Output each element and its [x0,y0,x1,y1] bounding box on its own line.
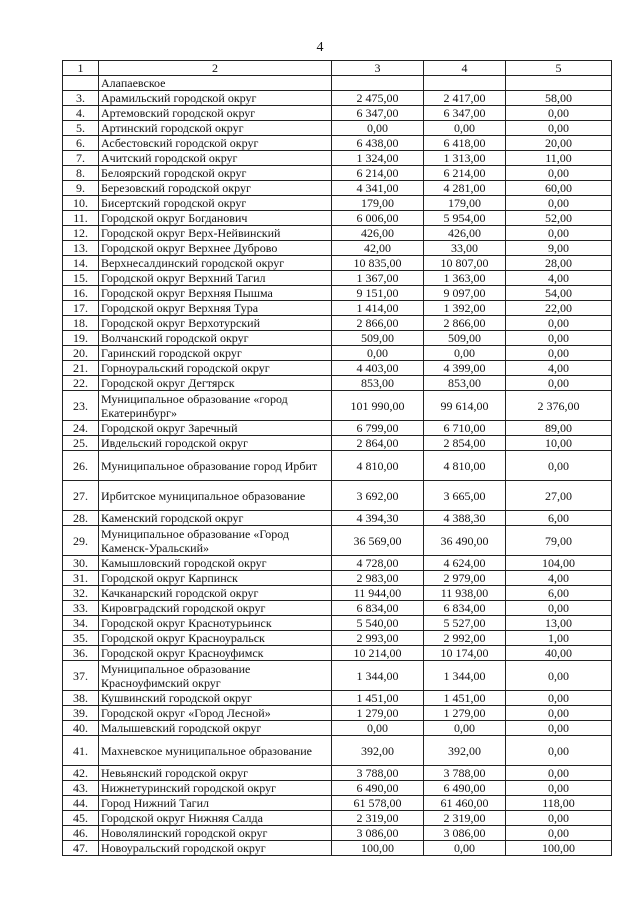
municipality-name: Качканарский городской округ [99,586,332,601]
municipality-name: Городской округ «Город Лесной» [99,706,332,721]
table-row [63,421,612,436]
value-col5: 0,00 [506,826,612,841]
municipality-name: Городской округ Верх-Нейвинский [99,226,332,241]
municipality-name: Городской округ Красноуральск [99,631,332,646]
value-col3: 0,00 [332,121,424,136]
table-header-row [63,61,612,76]
value-col3: 2 864,00 [332,436,424,451]
table-row [63,106,612,121]
value-col4: 2 854,00 [424,436,506,451]
table-row [63,256,612,271]
value-col4: 4 281,00 [424,181,506,196]
value-col4: 3 788,00 [424,766,506,781]
value-col4: 853,00 [424,376,506,391]
value-col4: 509,00 [424,331,506,346]
municipality-name: Камышловский городской округ [99,556,332,571]
table-row [63,721,612,736]
value-col3: 6 799,00 [332,421,424,436]
value-col5: 0,00 [506,766,612,781]
value-col5: 0,00 [506,781,612,796]
value-col3: 10 835,00 [332,256,424,271]
municipality-name: Каменский городской округ [99,511,332,526]
row-number: 13. [63,241,99,256]
table-row [63,181,612,196]
value-col5: 11,00 [506,151,612,166]
table-row [63,166,612,181]
municipality-name: Новолялинский городской округ [99,826,332,841]
value-col5: 4,00 [506,271,612,286]
value-col3: 6 347,00 [332,106,424,121]
value-col4: 4 624,00 [424,556,506,571]
row-number: 9. [63,181,99,196]
value-col4: 6 834,00 [424,601,506,616]
value-col3: 1 367,00 [332,271,424,286]
value-col4: 179,00 [424,196,506,211]
table-row [63,226,612,241]
row-number: 34. [63,616,99,631]
municipality-name: Муниципальное образование Красноуфимский округ [99,661,332,691]
table-row [63,706,612,721]
value-col4: 2 992,00 [424,631,506,646]
row-number: 41. [63,736,99,766]
row-number: 11. [63,211,99,226]
value-col5: 104,00 [506,556,612,571]
value-col3: 1 279,00 [332,706,424,721]
row-number: 44. [63,796,99,811]
row-number: 4. [63,106,99,121]
row-number: 31. [63,571,99,586]
value-col3: 5 540,00 [332,616,424,631]
table-row [63,601,612,616]
row-number: 30. [63,556,99,571]
table-row [63,766,612,781]
table-row [63,76,612,91]
value-col5: 79,00 [506,526,612,556]
value-col5: 6,00 [506,511,612,526]
row-number: 47. [63,841,99,856]
value-col5: 0,00 [506,811,612,826]
table-row [63,481,612,511]
value-col4: 1 363,00 [424,271,506,286]
value-col3: 6 214,00 [332,166,424,181]
value-col5: 4,00 [506,571,612,586]
value-col5: 0,00 [506,121,612,136]
value-col4: 6 214,00 [424,166,506,181]
table-row [63,631,612,646]
table-row [63,736,612,766]
municipality-name: Арамильский городской округ [99,91,332,106]
municipality-name: Горноуральский городской округ [99,361,332,376]
municipality-name: Асбестовский городской округ [99,136,332,151]
table-row [63,781,612,796]
value-col3: 9 151,00 [332,286,424,301]
municipality-name: Городской округ Верхняя Пышма [99,286,332,301]
value-col3: 2 983,00 [332,571,424,586]
value-col4: 2 866,00 [424,316,506,331]
value-col5: 6,00 [506,586,612,601]
municipality-name: Белоярский городской округ [99,166,332,181]
value-col5: 13,00 [506,616,612,631]
value-col4: 0,00 [424,721,506,736]
table-row [63,511,612,526]
row-number: 25. [63,436,99,451]
municipality-name: Городской округ Красноуфимск [99,646,332,661]
row-number: 16. [63,286,99,301]
municipality-name: Алапаевское [99,76,332,91]
municipality-name: Ачитский городской округ [99,151,332,166]
municipality-name: Бисертский городской округ [99,196,332,211]
table-row [63,316,612,331]
value-col3: 11 944,00 [332,586,424,601]
value-col4: 33,00 [424,241,506,256]
value-col3: 1 414,00 [332,301,424,316]
value-col4: 0,00 [424,121,506,136]
table-row [63,136,612,151]
value-col4: 6 347,00 [424,106,506,121]
municipality-name: Ирбитское муниципальное образование [99,481,332,511]
municipality-name: Березовский городской округ [99,181,332,196]
municipality-name: Городской округ Верхнее Дуброво [99,241,332,256]
value-col4: 0,00 [424,841,506,856]
row-number: 36. [63,646,99,661]
municipality-name: Городской округ Краснотурьинск [99,616,332,631]
table-row [63,661,612,691]
value-col3: 6 438,00 [332,136,424,151]
table-row [63,346,612,361]
value-col3: 3 692,00 [332,481,424,511]
value-col5: 89,00 [506,421,612,436]
municipality-name: Невьянский городской округ [99,766,332,781]
value-col5: 0,00 [506,316,612,331]
value-col4: 1 344,00 [424,661,506,691]
value-col4: 2 417,00 [424,91,506,106]
value-col5: 0,00 [506,601,612,616]
row-number: 18. [63,316,99,331]
row-number: 10. [63,196,99,211]
value-col5: 100,00 [506,841,612,856]
value-col5: 0,00 [506,451,612,481]
row-number [63,76,99,91]
value-col4: 1 279,00 [424,706,506,721]
value-col5: 118,00 [506,796,612,811]
value-col5: 2 376,00 [506,391,612,421]
municipality-name: Артемовский городской округ [99,106,332,121]
municipality-name: Городской округ Верхотурский [99,316,332,331]
row-number: 5. [63,121,99,136]
value-col3: 4 728,00 [332,556,424,571]
row-number: 46. [63,826,99,841]
row-number: 26. [63,451,99,481]
table-row [63,391,612,421]
value-col4: 4 810,00 [424,451,506,481]
value-col5: 4,00 [506,361,612,376]
municipality-name: Муниципальное образование «город Екатеринбург» [99,391,332,421]
value-col3 [332,76,424,91]
value-col4: 99 614,00 [424,391,506,421]
table-row [63,811,612,826]
row-number: 14. [63,256,99,271]
value-col3: 1 451,00 [332,691,424,706]
row-number: 21. [63,361,99,376]
value-col5: 28,00 [506,256,612,271]
table-row [63,586,612,601]
row-number: 38. [63,691,99,706]
row-number: 39. [63,706,99,721]
value-col4: 5 954,00 [424,211,506,226]
value-col5: 10,00 [506,436,612,451]
value-col5: 0,00 [506,226,612,241]
value-col4: 5 527,00 [424,616,506,631]
row-number: 3. [63,91,99,106]
municipality-name: Гаринский городской округ [99,346,332,361]
value-col4: 1 313,00 [424,151,506,166]
row-number: 32. [63,586,99,601]
row-number: 27. [63,481,99,511]
value-col3: 2 866,00 [332,316,424,331]
value-col5: 0,00 [506,196,612,211]
value-col5: 0,00 [506,166,612,181]
value-col4: 36 490,00 [424,526,506,556]
row-number: 43. [63,781,99,796]
municipality-name: Артинский городской округ [99,121,332,136]
data-table [62,60,612,856]
value-col5 [506,76,612,91]
municipality-name: Малышевский городской округ [99,721,332,736]
value-col3: 2 475,00 [332,91,424,106]
row-number: 8. [63,166,99,181]
municipality-name: Городской округ Заречный [99,421,332,436]
value-col3: 426,00 [332,226,424,241]
value-col5: 20,00 [506,136,612,151]
row-number: 17. [63,301,99,316]
row-number: 20. [63,346,99,361]
value-col4: 6 710,00 [424,421,506,436]
table-row [63,451,612,481]
row-number: 12. [63,226,99,241]
value-col5: 0,00 [506,721,612,736]
value-col5: 40,00 [506,646,612,661]
municipality-name: Городской округ Нижняя Салда [99,811,332,826]
municipality-name: Нижнетуринский городской округ [99,781,332,796]
value-col4: 0,00 [424,346,506,361]
municipality-name: Новоуральский городской округ [99,841,332,856]
value-col5: 9,00 [506,241,612,256]
value-col4 [424,76,506,91]
row-number: 6. [63,136,99,151]
value-col5: 22,00 [506,301,612,316]
value-col4: 1 451,00 [424,691,506,706]
value-col3: 100,00 [332,841,424,856]
value-col3: 3 086,00 [332,826,424,841]
municipality-name: Городской округ Верхняя Тура [99,301,332,316]
table-row [63,826,612,841]
municipality-name: Муниципальное образование город Ирбит [99,451,332,481]
value-col3: 0,00 [332,346,424,361]
value-col4: 6 418,00 [424,136,506,151]
value-col5: 27,00 [506,481,612,511]
value-col4: 2 979,00 [424,571,506,586]
municipality-name: Городской округ Карпинск [99,571,332,586]
value-col3: 1 344,00 [332,661,424,691]
value-col5: 52,00 [506,211,612,226]
value-col3: 853,00 [332,376,424,391]
table-row [63,121,612,136]
municipality-name: Муниципальное образование «Город Каменск-Уральский» [99,526,332,556]
municipality-name: Ивдельский городской округ [99,436,332,451]
row-number: 23. [63,391,99,421]
table-row [63,646,612,661]
value-col3: 4 394,30 [332,511,424,526]
value-col3: 179,00 [332,196,424,211]
table-row [63,841,612,856]
table-row [63,796,612,811]
table-row [63,616,612,631]
value-col4: 2 319,00 [424,811,506,826]
value-col4: 4 399,00 [424,361,506,376]
value-col4: 11 938,00 [424,586,506,601]
value-col4: 1 392,00 [424,301,506,316]
value-col3: 2 319,00 [332,811,424,826]
value-col3: 3 788,00 [332,766,424,781]
value-col4: 10 807,00 [424,256,506,271]
value-col3: 0,00 [332,721,424,736]
row-number: 19. [63,331,99,346]
value-col3: 4 810,00 [332,451,424,481]
value-col5: 54,00 [506,286,612,301]
row-number: 15. [63,271,99,286]
value-col5: 0,00 [506,661,612,691]
table-row [63,331,612,346]
table-row [63,241,612,256]
table-row [63,436,612,451]
row-number: 33. [63,601,99,616]
value-col4: 3 665,00 [424,481,506,511]
municipality-name: Кушвинский городской округ [99,691,332,706]
column-header: 3 [332,61,424,76]
table-row [63,271,612,286]
value-col4: 61 460,00 [424,796,506,811]
table-row [63,196,612,211]
value-col5: 0,00 [506,691,612,706]
value-col5: 60,00 [506,181,612,196]
table-row [63,91,612,106]
value-col4: 392,00 [424,736,506,766]
value-col3: 42,00 [332,241,424,256]
table-row [63,286,612,301]
municipality-name: Махневское муниципальное образование [99,736,332,766]
column-header: 4 [424,61,506,76]
value-col3: 61 578,00 [332,796,424,811]
table-row [63,211,612,226]
value-col4: 9 097,00 [424,286,506,301]
value-col3: 101 990,00 [332,391,424,421]
value-col3: 4 403,00 [332,361,424,376]
value-col3: 392,00 [332,736,424,766]
table-row [63,691,612,706]
value-col5: 0,00 [506,331,612,346]
row-number: 42. [63,766,99,781]
value-col3: 6 490,00 [332,781,424,796]
value-col4: 3 086,00 [424,826,506,841]
value-col3: 6 834,00 [332,601,424,616]
value-col4: 4 388,30 [424,511,506,526]
row-number: 40. [63,721,99,736]
table-row [63,301,612,316]
row-number: 29. [63,526,99,556]
row-number: 24. [63,421,99,436]
column-header: 2 [99,61,332,76]
column-header: 1 [63,61,99,76]
table-row [63,361,612,376]
table-row [63,556,612,571]
value-col3: 10 214,00 [332,646,424,661]
value-col5: 0,00 [506,346,612,361]
row-number: 28. [63,511,99,526]
value-col5: 1,00 [506,631,612,646]
value-col3: 509,00 [332,331,424,346]
municipality-name: Волчанский городской округ [99,331,332,346]
table-row [63,571,612,586]
row-number: 37. [63,661,99,691]
value-col4: 6 490,00 [424,781,506,796]
municipality-name: Городской округ Дегтярск [99,376,332,391]
value-col5: 0,00 [506,706,612,721]
table-row [63,526,612,556]
row-number: 22. [63,376,99,391]
row-number: 7. [63,151,99,166]
municipality-name: Городской округ Верхний Тагил [99,271,332,286]
value-col5: 0,00 [506,736,612,766]
value-col5: 0,00 [506,106,612,121]
value-col3: 36 569,00 [332,526,424,556]
municipality-name: Верхнесалдинский городской округ [99,256,332,271]
value-col4: 10 174,00 [424,646,506,661]
municipality-name: Город Нижний Тагил [99,796,332,811]
value-col3: 4 341,00 [332,181,424,196]
value-col5: 58,00 [506,91,612,106]
value-col3: 6 006,00 [332,211,424,226]
value-col5: 0,00 [506,376,612,391]
table-row [63,151,612,166]
table-row [63,376,612,391]
value-col3: 2 993,00 [332,631,424,646]
row-number: 45. [63,811,99,826]
page-number: 4 [316,40,324,55]
value-col3: 1 324,00 [332,151,424,166]
value-col4: 426,00 [424,226,506,241]
municipality-name: Городской округ Богданович [99,211,332,226]
row-number: 35. [63,631,99,646]
municipality-name: Кировградский городской округ [99,601,332,616]
column-header: 5 [506,61,612,76]
